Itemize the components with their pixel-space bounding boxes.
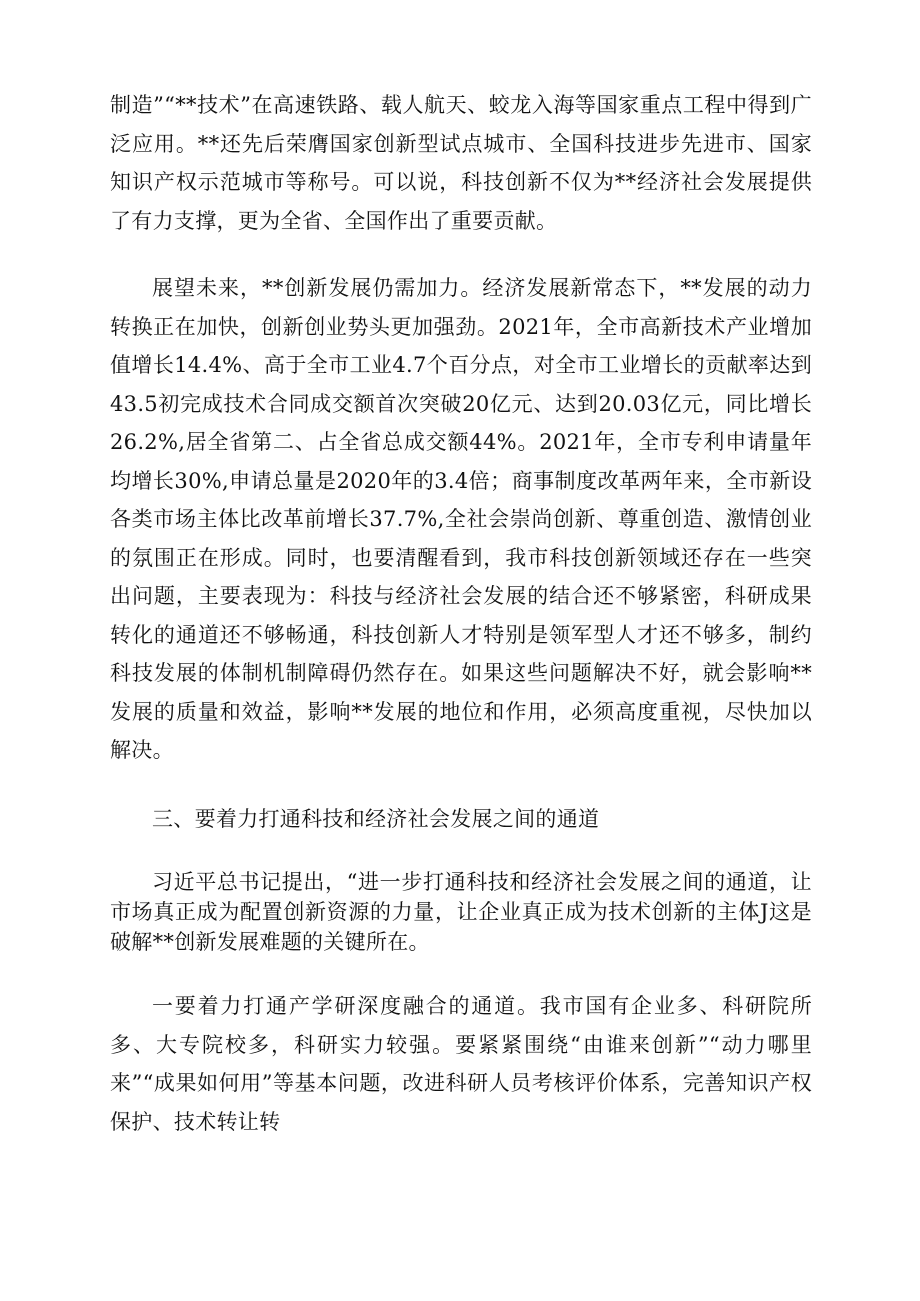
paragraph-first-measure: 一要着力打通产学研深度融合的通道。我市国有企业多、科研院所多、大专院校多，科研实力较强。要紧紧围绕“由谁来创新”“动力哪里来”“成果如何用”等基本问题，改进科研人员考核评价体系，完善知识产权保护、技术转让转 [110, 994, 812, 1134]
section-heading: 三、要着力打通科技和经济社会发展之间的通道 [152, 806, 600, 831]
paragraph-xi-quote: 习近平总书记提出，“进一步打通科技和经济社会发展之间的通道，让市场真正成为配置创新资源的力量，让企业真正成为技术创新的主体J这是破解**创新发展难题的关键所在。 [110, 870, 812, 954]
paragraph-outlook: 展望未来，**创新发展仍需加力。经济发展新常态下，**发展的动力转换正在加快，创新创业势头更加强劲。2021年，全市高新技术产业增加值增长14.4%、高于全市工业4.7个百分点，对全市工业增长的贡献率达到43.5初完成技术合同成交额首次突破20亿元、达到20.03亿元，同比增长26.2%,居全省第二、占全省总成交额44%。2021年，全市专利申请量年均增长30%,申请总量是2020年的3.4倍；商事制度改革两年来，全市新设各类市场主体比改革前增长37.7%,全社会崇尚创新、尊重创造、激情创业的氛围正在形成。同时，也要清醒看到，我市科技创新领域还存在一些突出问题，主要表现为：科技与经济社会发展的结合还不够紧密，科研成果转化的通道还不够畅通，科技创新人才特别是领军型人才还不够多，制约科技发展的体制机制障碍仍然存在。如果这些问题解决不好，就会影响**发展的质量和效益，影响**发展的地位和作用，必须高度重视，尽快加以解决。 [110, 276, 812, 762]
paragraph-achievements: 制造”“**技术”在高速铁路、载人航天、蛟龙入海等国家重点工程中得到广泛应用。**还先后荣膺国家创新型试点城市、全国科技进步先进市、国家知识产权示范城市等称号。可以说，科技创新不仅为**经济社会发展提供了有力支撑，更为全省、全国作出了重要贡献。 [110, 93, 812, 233]
